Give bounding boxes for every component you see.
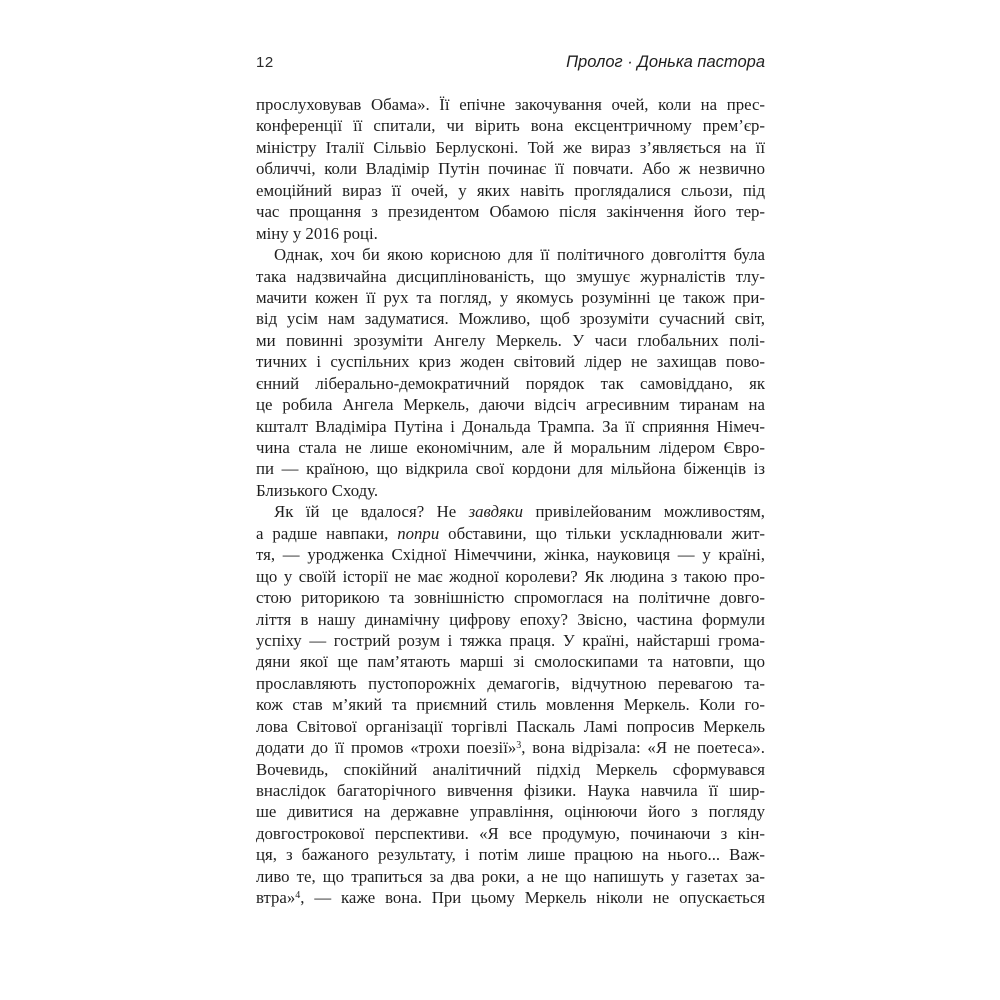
- text-line: [256, 416, 765, 437]
- text-line: [256, 158, 765, 179]
- text-segment: втра»: [256, 888, 296, 908]
- text-block: [256, 94, 765, 909]
- text-line: [256, 373, 765, 394]
- text-segment: це робила Ангела Меркель, даючи відсіч агресивним тиранам на: [256, 395, 765, 415]
- text-line: [256, 287, 765, 308]
- text-segment: прослуховував Обама». Її епічне закочування очей, коли на прес-: [256, 95, 765, 114]
- text-segment: Однак, хоч би якою корисною для її політичного довголіття була: [274, 245, 765, 265]
- text-segment: що у своїй історії не має жодної королеви? Як людина з такою про-: [256, 566, 765, 586]
- text-segment: тичних і суспільних криз жоден світовий лідер не захищав пово-: [256, 352, 765, 372]
- text-segment: конференції її спитали, чи вірить вона ексцентричному прем’єр-: [256, 116, 765, 136]
- text-line: [256, 180, 765, 201]
- text-segment: міну у 2016 році.: [256, 223, 378, 243]
- text-line: [256, 759, 765, 780]
- text-line: [256, 201, 765, 222]
- text-segment: Як їй це вдалося? Не: [274, 502, 469, 522]
- text-segment: ливо те, що трапиться за два роки, а не що напишуть у газетах за-: [256, 866, 765, 886]
- text-line: [256, 523, 765, 544]
- page-number: 12: [256, 54, 274, 71]
- text-line: [256, 823, 765, 844]
- text-segment: єнний ліберально-демократичний порядок так самовіддано, як: [256, 373, 765, 393]
- text-segment: пи — країною, що відкрила свої кордони для мільйона біженців із: [256, 459, 765, 479]
- text-line: [256, 801, 765, 822]
- page-header: [256, 53, 765, 72]
- text-segment: Вочевидь, спокійний аналітичний підхід Меркель сформувався: [256, 759, 765, 779]
- text-line: [256, 480, 765, 501]
- text-line: [256, 223, 765, 244]
- text-segment: додати до її промов «трохи поезії»: [256, 738, 517, 758]
- text-segment: , — каже вона. При цьому Меркель ніколи не опускається: [300, 888, 765, 908]
- text-line: [256, 566, 765, 587]
- text-segment: а радше навпаки,: [256, 523, 398, 543]
- text-line: [256, 137, 765, 158]
- text-segment: кож став м’який та приємний стиль мовлення Меркель. Коли го-: [256, 695, 765, 715]
- text-segment: успіху — гострий розум і тяжка праця. У країні, найстарші грома-: [256, 630, 765, 650]
- text-segment: внаслідок багаторічного вивчення фізики. Наука навчила її шир-: [256, 781, 765, 800]
- text-segment: Близького Сходу.: [256, 480, 379, 500]
- text-segment: від усім нам задуматися. Можливо, щоб зрозуміти сучасний світ,: [256, 309, 765, 329]
- text-line: [256, 94, 765, 115]
- text-segment: ця, з бажаного результату, і потім лише працюю на нього... Важ-: [256, 845, 765, 865]
- text-segment: довгострокової перспективи. «Я все продумую, починаючи з кін-: [256, 823, 765, 843]
- text-segment: дяни якої ще пам’ятають марші зі смолоскипами та натовпи, що: [256, 652, 765, 672]
- text-line: [256, 780, 765, 801]
- running-header: Пролог · Донька пастора: [566, 53, 765, 71]
- text-segment: чина стала не лише економічним, але й моральним лідером Євро-: [256, 438, 765, 457]
- text-segment: ліття в нашу динамічну цифрову епоху? Звісно, частина формули: [256, 609, 765, 629]
- text-line: [256, 609, 765, 630]
- text-line: [256, 716, 765, 737]
- text-segment: ше дивитися на державне управління, оцінюючи його з погляду: [256, 802, 765, 822]
- text-segment: міністру Італії Сільвіо Берлусконі. Той же вираз з’являється на її: [256, 137, 765, 157]
- text-line: [256, 458, 765, 479]
- text-segment: стою риторикою та зовнішністю спромоглася на політичне довго-: [256, 588, 765, 608]
- text-line: [256, 437, 765, 458]
- text-segment: привілейованим можливостям,: [523, 502, 765, 522]
- text-line: [256, 866, 765, 887]
- text-segment: , вона відрізала: «Я не поетеса».: [521, 738, 765, 758]
- text-segment: мачити кожен її рух та погляд, у якомусь розумінні це також при-: [256, 287, 765, 307]
- text-line: [256, 544, 765, 565]
- text-segment: попри: [397, 523, 440, 543]
- text-segment: тя, — уродженка Східної Німеччини, жінка, науковиця — у країні,: [256, 545, 765, 565]
- text-line: [256, 244, 765, 265]
- text-line: [256, 266, 765, 287]
- text-segment: кшталт Владіміра Путіна і Дональда Трампа. За її сприяння Німеч-: [256, 416, 765, 436]
- text-line: [256, 501, 765, 522]
- text-segment: ми повинні зрозуміти Ангелу Меркель. У часи глобальних полі-: [256, 330, 765, 350]
- footnote-marker: 3: [516, 739, 522, 751]
- footnote-marker: 4: [295, 889, 301, 901]
- text-line: [256, 673, 765, 694]
- text-line: [256, 844, 765, 865]
- text-line: [256, 887, 765, 908]
- text-segment: лова Світової організації торгівлі Паскаль Ламі попросив Меркель: [256, 716, 765, 736]
- text-line: [256, 651, 765, 672]
- text-line: [256, 394, 765, 415]
- text-segment: завдяки: [468, 502, 524, 522]
- text-line: [256, 330, 765, 351]
- text-line: [256, 694, 765, 715]
- text-segment: прославляють пустопорожніх демагогів, відчутною перевагою та-: [256, 673, 765, 693]
- text-segment: час прощання з президентом Обамою після закінчення його тер-: [256, 202, 765, 222]
- text-segment: обличчі, коли Владімір Путін починає її повчати. Або ж незвично: [256, 159, 765, 179]
- text-line: [256, 351, 765, 372]
- text-line: [256, 587, 765, 608]
- text-segment: така надзвичайна дисциплінованість, що змушує журналістів тлу-: [256, 266, 765, 286]
- text-line: [256, 737, 765, 758]
- text-segment: емоційний вираз її очей, у яких навіть проглядалися сльози, під: [256, 180, 765, 200]
- text-line: [256, 115, 765, 136]
- text-segment: обставини, що тільки ускладнювали жит-: [439, 523, 765, 543]
- text-line: [256, 630, 765, 651]
- text-line: [256, 308, 765, 329]
